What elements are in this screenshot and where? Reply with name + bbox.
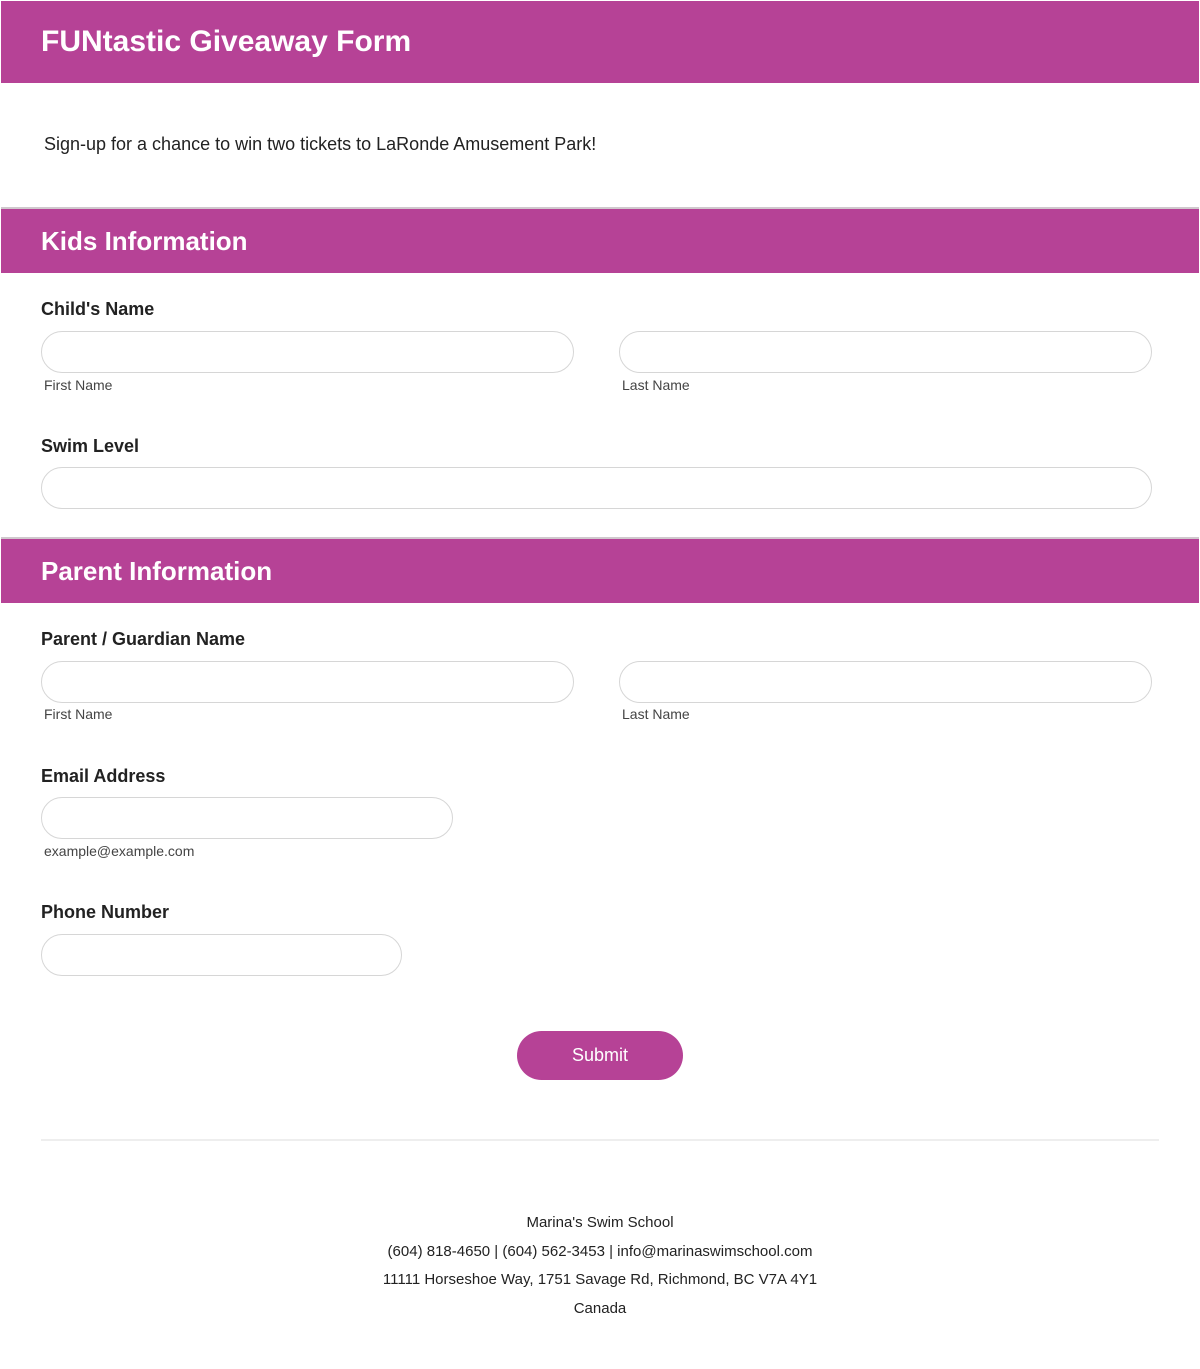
first-name-sublabel: First Name — [44, 706, 113, 722]
swim-level-label: Swim Level — [41, 436, 140, 456]
phone-label: Phone Number — [41, 902, 170, 922]
guardian-name-label: Parent / Guardian Name — [41, 629, 246, 649]
section-title: Kids Information — [41, 225, 248, 256]
last-name-sublabel: Last Name — [622, 377, 690, 393]
email-sublabel: example@example.com — [44, 843, 195, 859]
child-name-label: Child's Name — [41, 299, 155, 319]
swim-level-input[interactable] — [41, 467, 1152, 509]
footer-contact: (604) 818-4650 | (604) 562-3453 | info@marinaswimschool.com — [387, 1243, 813, 1260]
section-header-parent — [1, 537, 1199, 603]
form-title: FUNtastic Giveaway Form — [41, 25, 412, 58]
first-name-sublabel: First Name — [44, 377, 113, 393]
phone-input[interactable] — [41, 934, 402, 976]
section-title: Parent Information — [41, 555, 273, 586]
child-last-name-input[interactable] — [619, 331, 1152, 373]
email-label: Email Address — [41, 766, 166, 786]
submit-button[interactable]: Submit — [517, 1031, 683, 1080]
footer-address: 11111 Horseshoe Way, 1751 Savage Rd, Richmond, BC V7A 4Y1 — [382, 1271, 818, 1288]
footer-school-name: Marina's Swim School — [526, 1214, 674, 1231]
guardian-last-name-input[interactable] — [619, 661, 1152, 703]
section-header-kids — [1, 207, 1199, 273]
footer-divider — [41, 1139, 1159, 1141]
child-first-name-input[interactable] — [41, 331, 574, 373]
last-name-sublabel: Last Name — [622, 706, 690, 722]
email-input[interactable] — [41, 797, 453, 839]
form-header — [1, 1, 1199, 83]
guardian-first-name-input[interactable] — [41, 661, 574, 703]
form-description: Sign-up for a chance to win two tickets to LaRonde Amusement Park! — [44, 134, 597, 154]
footer-country: Canada — [573, 1300, 627, 1317]
